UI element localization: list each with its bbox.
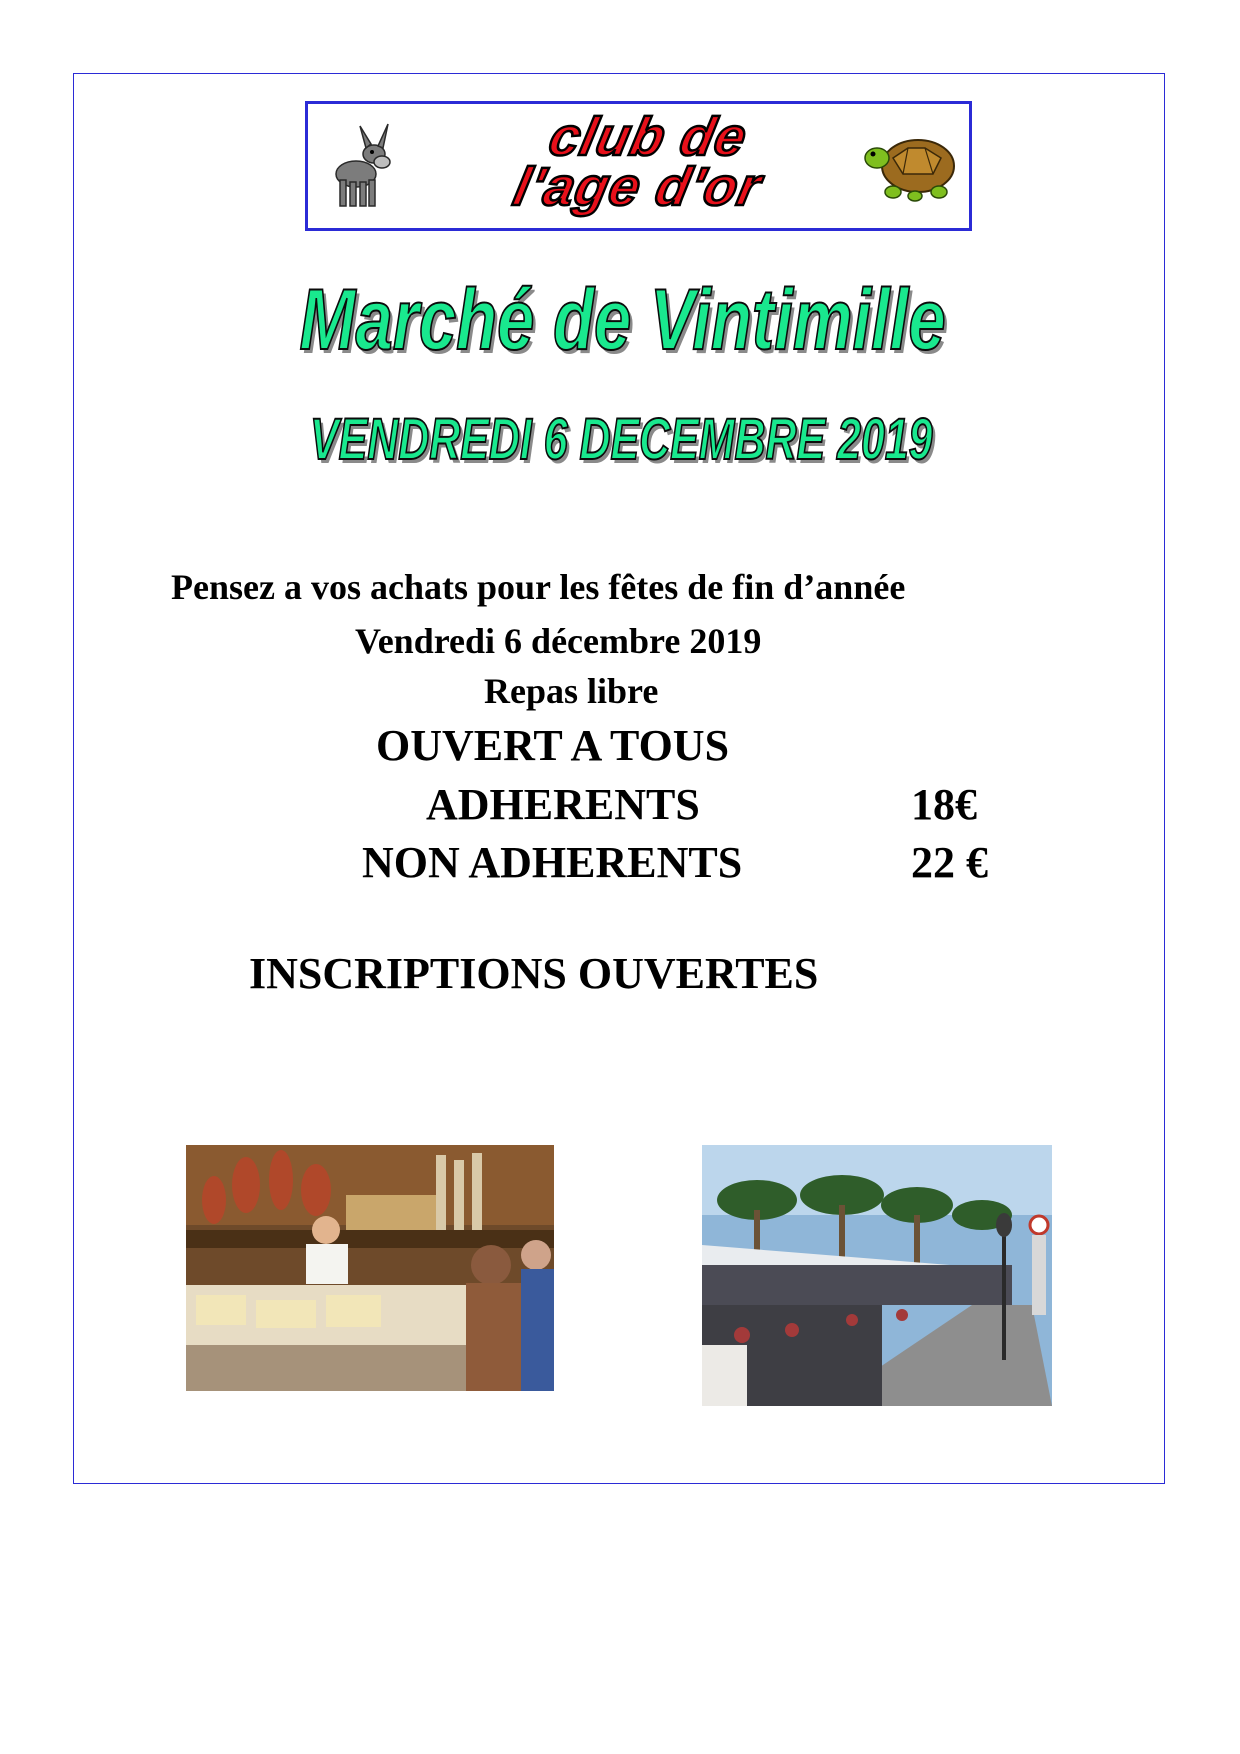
logo-text bbox=[392, 107, 893, 217]
street-market-photo bbox=[702, 1145, 1052, 1406]
meal-line: Repas libre bbox=[484, 671, 659, 711]
logo-text-line2: l'age d'or bbox=[508, 157, 767, 217]
logo-text-line1: club de bbox=[543, 107, 753, 167]
club-logo bbox=[305, 101, 972, 231]
non-adherents-price: 22 € bbox=[911, 838, 988, 887]
non-adherents-label: NON ADHERENTS bbox=[362, 838, 743, 887]
adherents-label: ADHERENTS bbox=[426, 780, 700, 829]
date-heading: VENDREDI 6 DECEMBRE 2019 bbox=[310, 407, 933, 472]
open-to-all: OUVERT A TOUS bbox=[376, 721, 730, 770]
turtle-icon bbox=[863, 118, 963, 208]
adherents-price: 18€ bbox=[911, 780, 977, 829]
page-title: Marché de Vintimille bbox=[299, 272, 946, 368]
date-line: Vendredi 6 décembre 2019 bbox=[355, 621, 762, 661]
donkey-icon bbox=[326, 122, 396, 212]
intro-line: Pensez a vos achats pour les fêtes de fin d’année bbox=[171, 567, 906, 607]
inscriptions-open: INSCRIPTIONS OUVERTES bbox=[249, 949, 819, 998]
market-stall-photo bbox=[186, 1145, 554, 1391]
